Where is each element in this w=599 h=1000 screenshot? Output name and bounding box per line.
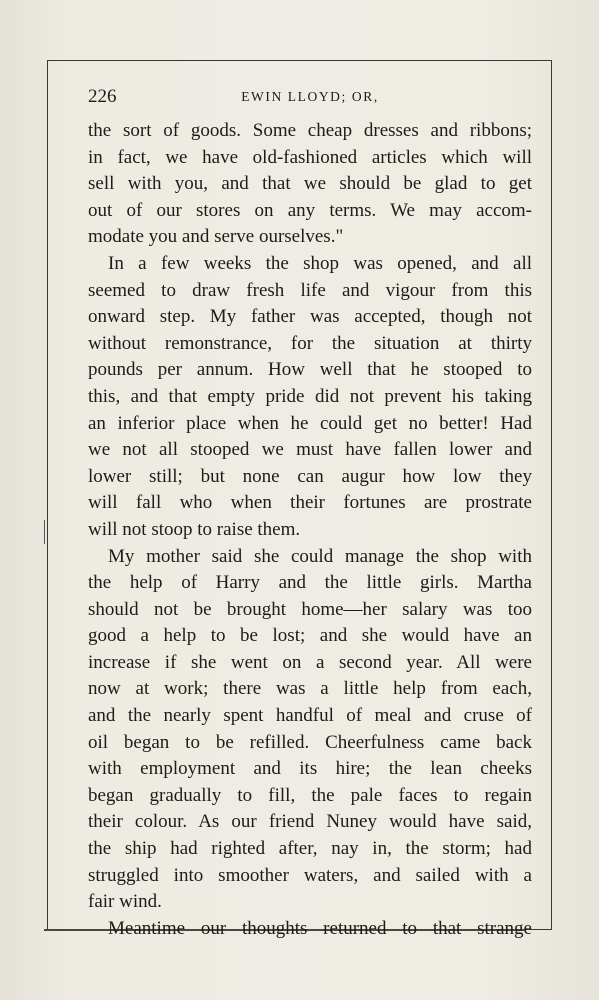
text-line: an inferior place when he could get no better! Had	[88, 412, 532, 434]
text-line: seemed to draw fresh life and vigour from this	[88, 279, 532, 301]
text-line: Meantime our thoughts returned to that strange	[108, 917, 532, 939]
text-line: will not stoop to raise them.	[88, 518, 301, 540]
running-title: EWIN LLOYD; OR,	[241, 89, 379, 104]
text-line: we not all stooped we must have fallen lower and	[88, 439, 532, 461]
text-line: struggled into smoother waters, and sailed with a	[88, 864, 532, 886]
text-line: in fact, we have old-fashioned articles which will	[88, 146, 532, 168]
text-line: without remonstrance, for the situation at thirty	[88, 332, 532, 354]
margin-mark	[44, 520, 45, 544]
text-line: the ship had righted after, nay in, the storm; had	[88, 838, 532, 860]
text-line: oil began to be refilled. Cheerfulness came back	[88, 731, 532, 753]
text-line: onward step. My father was accepted, though not	[88, 306, 532, 328]
text-line: out of our stores on any terms. We may accom-	[88, 199, 532, 221]
text-line: modate you and serve ourselves."	[88, 226, 344, 248]
text-line: began gradually to fill, the pale faces to regain	[88, 784, 532, 806]
text-line: with employment and its hire; the lean cheeks	[88, 758, 532, 780]
text-line: this, and that empty pride did not prevent his taking	[88, 385, 532, 407]
running-head	[88, 86, 532, 112]
text-line: good a help to be lost; and she would have an	[88, 625, 532, 647]
text-line: the sort of goods. Some cheap dresses and ribbons;	[88, 120, 532, 141]
text-line: sell with you, and that we should be glad to get	[88, 173, 532, 195]
text-line: lower still; but none can augur how low they	[88, 465, 532, 487]
text-line: fair wind.	[88, 891, 162, 913]
text-line: and the nearly spent handful of meal and cruse of	[88, 705, 532, 727]
text-line: pounds per annum. How well that he stooped to	[88, 359, 532, 381]
text-line: now at work; there was a little help from each,	[88, 678, 532, 700]
text-line: In a few weeks the shop was opened, and all	[108, 252, 532, 274]
page-number: 226	[88, 86, 117, 107]
text-line: increase if she went on a second year. All were	[88, 651, 532, 673]
text-line: should not be brought home—her salary was too	[88, 598, 532, 620]
text-line: My mother said she could manage the shop with	[108, 545, 532, 567]
body-text	[88, 118, 532, 942]
text-line: their colour. As our friend Nuney would have said,	[88, 811, 532, 833]
text-line: will fall who when their fortunes are prostrate	[88, 492, 532, 514]
text-line: the help of Harry and the little girls. Martha	[88, 572, 532, 594]
